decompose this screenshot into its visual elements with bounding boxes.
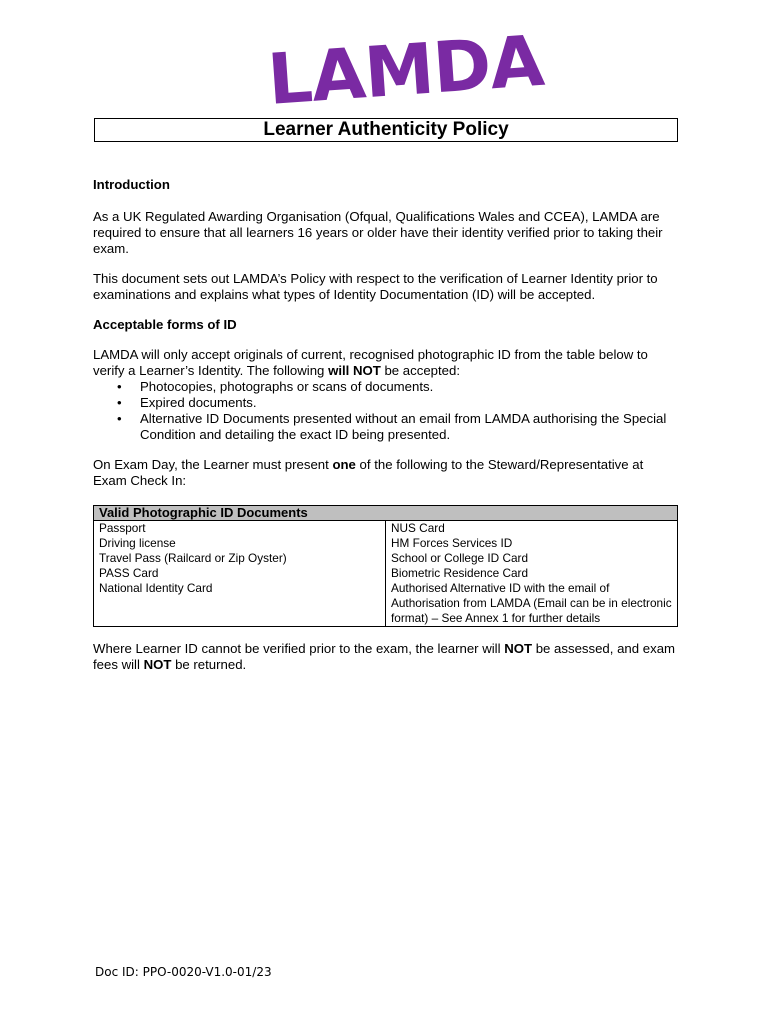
right-column-cell: [386, 521, 678, 627]
id-item: Passport: [99, 521, 146, 535]
id-item: School or College ID Card: [391, 551, 529, 565]
lamda-logo: [265, 19, 546, 122]
exam-day-paragraph: On Exam Day, the Learner must present one of the following to the Steward/Representative at Exam Check In:: [93, 457, 644, 488]
id-documents-table: [93, 505, 678, 627]
list-item: • Expired documents.: [93, 395, 678, 411]
id-item: Travel Pass (Railcard or Zip Oyster): [99, 551, 287, 565]
intro-paragraph-2: This document sets out LAMDA’s Policy with respect to the verification of Learner Identity prior to examinations and explains what types of Identity Documentation (ID) will be accepted.: [93, 271, 658, 302]
not-accepted-list: [93, 379, 678, 443]
id-item: PASS Card: [99, 566, 159, 580]
table-header: Valid Photographic ID Documents: [94, 506, 678, 521]
closing-paragraph: Where Learner ID cannot be verified prior to the exam, the learner will NOT be assessed, and exam fees will NOT be returned.: [93, 641, 676, 672]
id-item: National Identity Card: [99, 581, 213, 595]
id-item: Driving license: [99, 536, 176, 550]
table-row: [94, 521, 678, 627]
not-emphasis-2: NOT: [143, 657, 172, 672]
id-item: NUS Card: [391, 521, 445, 535]
list-item: • Alternative ID Documents presented without an email from LAMDA authorising the Special Condition and detailing the exact ID being presented.: [93, 411, 678, 443]
logo-text: LAMDA: [265, 19, 546, 121]
intro-paragraph-1: As a UK Regulated Awarding Organisation (Ofqual, Qualifications Wales and CCEA), LAMDA are required to ensure that all learners 16 years or older have their identity verified prior to taking their exam.: [93, 209, 663, 256]
introduction-heading: Introduction: [93, 177, 170, 192]
one-emphasis: one: [332, 457, 356, 472]
left-column-cell: [94, 521, 386, 627]
document-body: [93, 177, 678, 673]
will-not-emphasis: will NOT: [328, 363, 381, 378]
not-emphasis-1: NOT: [504, 641, 533, 656]
page-title: Learner Authenticity Policy: [94, 118, 678, 142]
list-item: • Photocopies, photographs or scans of documents.: [93, 379, 678, 395]
id-item: Authorised Alternative ID with the email of Authorisation from LAMDA (Email can be in electronic format) – See Annex 1 for further details: [391, 581, 672, 625]
doc-id-footer: Doc ID: PPO-0020-V1.0-01/23: [95, 965, 272, 979]
acceptable-id-paragraph: LAMDA will only accept originals of current, recognised photographic ID from the table below to verify a Learner’s Identity. The following will NOT be accepted:: [93, 347, 648, 378]
acceptable-id-heading: Acceptable forms of ID: [93, 317, 237, 332]
id-item: Biometric Residence Card: [391, 566, 529, 580]
id-item: HM Forces Services ID: [391, 536, 513, 550]
